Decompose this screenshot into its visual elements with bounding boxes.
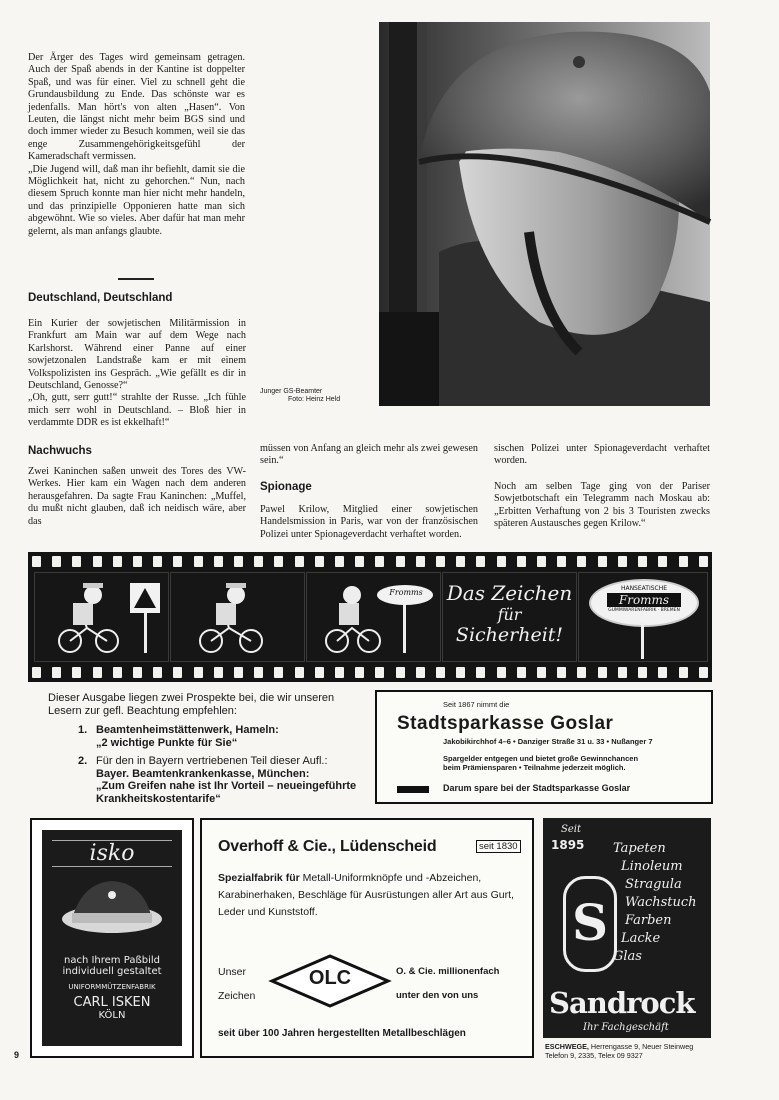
prospekt-item-1-subtitle: „2 wichtige Punkte für Sie“ [96,736,238,749]
soldier-photo-image [379,22,710,406]
prospekt-item-1 [78,724,364,749]
sparkasse-address: Jakobikirchhof 4–6 • Danziger Straße 31 u. 33 • Nußanger 7 [443,737,653,746]
prospekt-item-2-number: 2. [78,755,88,767]
overhoff-desc-rest: Metall-Uniformknöpfe und -Abzeichen, Karabinerhaken, Beschläge für Ausrüstungen aller Art aus Gurt, Leder und Kunststoff. [218,872,514,918]
product-farben: Farben [625,913,672,928]
soldier-photo [379,22,710,406]
nachwuchs-col1: Zwei Kaninchen saßen unweit des Tores des VW-Werkes. Hier kam ein Wagen nach dem anderen herausgefahren. Da sagte Frau Kaninchen: „Muffel, du mußt nicht glauben, daß ich neidisch wäre, aber das [28,466,246,527]
isko-line5: KÖLN [98,1010,126,1021]
sandrock-tagline: Ihr Fachgeschäft [583,1022,669,1033]
product-stragula: Stragula [625,877,682,892]
spionage-col3a: sischen Polizei unter Spionageverdacht verhaftet worden. [494,443,710,467]
deutschland-paragraph-2: „Oh, gutt, serr gutt!“ strahlte der Russe. „Ich fühle mich serr wohl in Deutschland. – Bloß hier in verdammte DDR es ist ekkelhaft!“ [28,392,246,429]
product-lacke: Lacke [621,931,661,946]
seal-top-text: HANSEATISCHE [620,585,668,592]
deutschland-paragraph-1: Ein Kurier der sowjetischen Militärmission in Frankfurt am Main war auf dem Wege nach Karlshorst. Während einer Panne auf einer sowjetzonalen Landstraße kam er mit einem Volkspolizisten ins Gespräch. „Wie gefällt es dir in Deutschland, Genosse?“ [28,318,246,392]
product-glas: Glas [613,949,642,964]
sandrock-ad [543,818,711,1038]
prospekt-item-1-title: Beamtenheimstättenwerk, Hameln: [96,724,279,736]
overhoff-since: seit 1830 [476,840,521,853]
film-frame-1 [34,572,169,662]
product-wachstuch: Wachstuch [625,895,697,910]
sandrock-since-2: 1895 [551,838,585,852]
heading-deutschland: Deutschland, Deutschland [28,292,173,304]
intro-paragraph-1: Der Ärger des Tages wird gemeinsam getragen. Auch der Spaß abends in der Kantine ist doppelter Spaß, und was für einer. Viel zu schnell geht die Grundausbildung zu Ende. Das schönste war es jedenfalls. Man hört's von alten „Hasen“. Von Leuten, die längst nicht mehr beim BGS sind und doch immer wieder zu Besuch kommen, weil sie das enge Zusammengehörigkeitsgefühl der Kameradschaft vermissen. [28,52,245,163]
sparkasse-line2: beim Prämiensparen • Teilnahme jederzeit möglich. [443,763,626,772]
sandrock-address [545,1042,715,1060]
isko-brand: isko [52,840,172,867]
fromms-sign-label: Fromms [389,588,423,597]
prospekt-item-2-note: Für den in Bayern vertriebenen Teil dieser Aufl.: [96,755,328,767]
prospekte-notice [36,692,364,804]
section-divider [118,278,154,280]
sparkasse-ad [375,690,713,804]
slogan-line-3: Sicherheit! [455,624,564,646]
seal-brand: Fromms [607,593,681,607]
isko-panel [42,830,182,1046]
slogan-line-2: für [497,605,522,624]
spionage-col3b: Noch am selben Tage ging von der Pariser Sowjetbotschaft ein Telegramm nach Moskau ab: „Erbitten Verhaftung von 2 bis 3 Touristen zwecks späteren Austausches gegen Krilow.“ [494,481,710,530]
overhoff-left2: Zeichen [218,990,256,1002]
overhoff-right1: O. & Cie. millionenfach [396,966,500,977]
sandrock-s-emblem: S [563,876,617,972]
overhoff-name: Overhoff & Cie., Lüdenscheid [218,838,437,855]
seal-post [641,623,644,659]
sparkasse-line1: Spargelder entgegen und bietet große Gewinnchancen [443,754,639,763]
isko-line4: CARL ISKEN [73,995,151,1010]
sparkasse-slogan: Darum spare bei der Stadtsparkasse Goslar [443,783,631,793]
photo-caption [260,388,340,404]
product-linoleum: Linoleum [621,859,683,874]
overhoff-right2: unter den von uns [396,990,479,1001]
isko-line1: nach Ihrem Paßbild [64,955,160,966]
isko-line2: individuell gestaltet [62,966,162,977]
sandrock-address-rest: Herrengasse 9, Neuer Steinweg Telefon 9, 2335, Telex 09 9327 [545,1042,694,1060]
overhoff-bottom: seit über 100 Jahren hergestellten Metallbeschlägen [218,1028,466,1039]
article-intro [28,52,245,238]
prospekt-item-2-title: Bayer. Beamtenkrankenkasse, München: [96,767,310,780]
overhoff-description [218,870,514,921]
film-frame-slogan [442,572,577,662]
heading-spionage: Spionage [260,481,312,493]
prospekt-item-1-number: 1. [78,724,88,736]
cyclist-figure-1 [35,573,168,661]
isko-line3: UNIFORMMÜTZENFABRIK [68,983,156,991]
prospekt-item-2-subtitle: „Zum Greifen nahe ist Ihr Vorteil – neueingeführte Krankheitskostentarife“ [96,780,357,805]
fromms-ad [28,552,712,682]
sparkasse-since: Seit 1867 nimmt die [443,700,510,709]
sandrock-address-city: ESCHWEGE, [545,1042,589,1051]
fromms-seal [589,579,699,627]
film-frame-2 [170,572,305,662]
intro-paragraph-2: „Die Jugend will, daß man ihr befiehlt, damit sie die Möglichkeit hat, nicht zu gehorchen.“ Nun, nach diesem Spruch konnte man hier nicht mehr handeln, und das prinzipielle Opponieren hatte man sich abgewöhnt. Wie so vieles. Aber dafür hat man mehr gelernt, als man anfangs glaubte. [28,163,245,237]
page-number: 9 [14,1050,20,1060]
photo-caption-credit: Foto: Heinz Held [288,396,341,403]
overhoff-ad [200,818,534,1058]
overhoff-desc-bold: Spezialfabrik für [218,872,300,884]
heading-nachwuchs: Nachwuchs [28,445,92,457]
photo-caption-title: Junger GS-Beamter [260,388,323,395]
sparkasse-name: Stadtsparkasse Goslar [397,713,614,734]
cyclist-figure-2 [171,573,304,661]
sandrock-since-1: Seit [561,824,581,835]
isko-cap-image [52,875,172,945]
spionage-col2: Pawel Krilow, Mitglied einer sowjetischen Handelsmission in Paris, war von der französischen Polizei unter Spionageverdacht verhaftet worden. [260,504,478,540]
prospekte-intro: Dieser Ausgabe liegen zwei Prospekte bei, die wir unseren Lesern zur gefl. Beachtung empfehlen: [48,692,335,717]
sandrock-products [613,840,697,966]
nachwuchs-col2: müssen von Anfang an gleich mehr als zwei gewesen sein.“ [260,443,478,467]
product-tapeten: Tapeten [613,841,666,856]
prospekt-item-2 [78,755,364,805]
film-holes-top [28,556,712,567]
slogan-line-1: Das Zeichen [446,581,573,605]
sparkasse-bar [397,786,429,793]
section-deutschland-body [28,318,246,430]
film-holes-bottom [28,667,712,678]
overhoff-left1: Unser [218,966,247,978]
film-frame-seal [578,572,708,662]
cyclist-figure-3 [307,573,440,661]
isko-ad [30,818,194,1058]
olc-logo-text: OLC [308,967,352,989]
sandrock-name: Sandrock [549,986,695,1020]
seal-bottom-text: GUMMIWARENFABRIK · BREMEN [608,608,680,613]
film-frame-3 [306,572,441,662]
